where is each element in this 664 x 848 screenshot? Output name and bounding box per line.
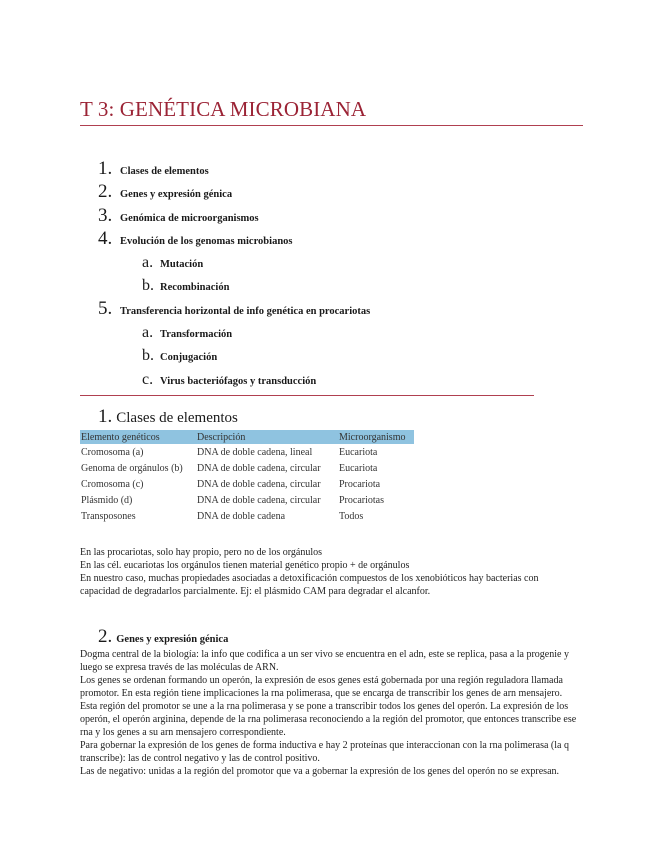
document-title: T 3: GENÉTICA MICROBIANA	[80, 97, 583, 126]
table-cell: DNA de doble cadena, circular	[197, 494, 321, 506]
toc-subitem: a. Transformación	[142, 323, 233, 341]
toc-item: 5. Transferencia horizontal de info genética en procariotas	[98, 298, 371, 320]
table-cell: Eucariota	[339, 446, 378, 458]
toc-item: 2. Genes y expresión génica	[98, 181, 233, 203]
genetic-elements-table	[80, 430, 414, 524]
table-cell: Genoma de orgánulos (b)	[81, 462, 183, 474]
table-cell: Todos	[339, 510, 364, 522]
column-header: Elemento genéticos	[80, 430, 196, 444]
column-header: Descripción	[196, 430, 338, 444]
table-cell: DNA de doble cadena, lineal	[197, 446, 313, 458]
toc-subitem: a. Mutación	[142, 253, 204, 271]
table-of-contents	[98, 157, 370, 391]
table-cell: Plásmido (d)	[81, 494, 133, 506]
section-divider	[80, 395, 534, 396]
section-heading: 2. Genes y expresión génica	[98, 626, 229, 647]
table-cell: Procariota	[339, 478, 381, 490]
table-cell: Procariotas	[339, 494, 384, 506]
toc-item: 1. Clases de elementos	[98, 158, 209, 179]
table-header-row	[80, 430, 414, 444]
paragraph: En nuestro caso, muchas propiedades asociadas a detoxificación compuestos de los xenobióticos hay bacterias con capacidad de degradarlos parcialmente. Ej: el plásmido CAM para degradar el alcanfor.	[80, 573, 539, 597]
paragraph: En las cél. eucariotas los orgánulos tienen material genético propio + de orgánulos	[80, 560, 410, 571]
toc-subitem: c. Virus bacteriófagos y transducción	[142, 370, 317, 388]
table-row	[80, 492, 414, 508]
table-cell: DNA de doble cadena, circular	[197, 478, 321, 490]
paragraph: Los genes se ordenan formando un operón, la expresión de esos genes está gobernada por una región reguladora llamada promotor. En esta región tiene implicaciones la rna polimerasa, que se encarga de transcribir los genes de arn mensajero. Esta región del promotor se une a la rna polimerasa y se pone a transcribir todos los genes del operón. La expresión de los operón, el operón arginina, depende de la rna polimerasa reconociendo a la región del promotor, que entonces transcribe ese rna y los genes a su arn mensajero correspondiente.	[80, 675, 577, 738]
column-header: Microorganismo	[338, 430, 414, 444]
section-heading: 1. Clases de elementos	[98, 406, 238, 427]
table-row	[80, 508, 414, 524]
table-row	[80, 460, 414, 476]
section2-body	[80, 648, 580, 778]
paragraph: Las de negativo: unidas a la región del promotor que va a gobernar la expresión de los genes del operón no se expresan.	[80, 766, 560, 777]
section1-body	[80, 546, 580, 598]
toc-item: 4. Evolución de los genomas microbianos	[98, 228, 293, 250]
paragraph: Para gobernar la expresión de los genes de forma inductiva e hay 2 proteínas que interaccionan con la rna polimerasa (la q transcribe): las de control negativo y las de control positivo.	[80, 740, 569, 764]
paragraph: En las procariotas, solo hay propio, pero no de los orgánulos	[80, 547, 322, 558]
table-cell: DNA de doble cadena, circular	[197, 462, 321, 474]
table-row	[80, 476, 414, 492]
table-cell: Cromosoma (c)	[81, 478, 144, 490]
table-cell: DNA de doble cadena	[197, 510, 286, 522]
toc-item: 3. Genómica de microorganismos	[98, 204, 259, 226]
toc-subitem: b. Conjugación	[142, 347, 218, 365]
toc-subitem: b. Recombinación	[142, 276, 230, 294]
table-cell: Transposones	[81, 510, 136, 522]
paragraph: Dogma central de la biología: la info que codifica a un ser vivo se encuentra en el adn, este se replica, pasa a la progenie y luego se expresa través de las moléculas de ARN.	[80, 649, 569, 673]
table-cell: Cromosoma (a)	[81, 446, 144, 458]
table-row	[80, 444, 414, 460]
table-cell: Eucariota	[339, 462, 378, 474]
